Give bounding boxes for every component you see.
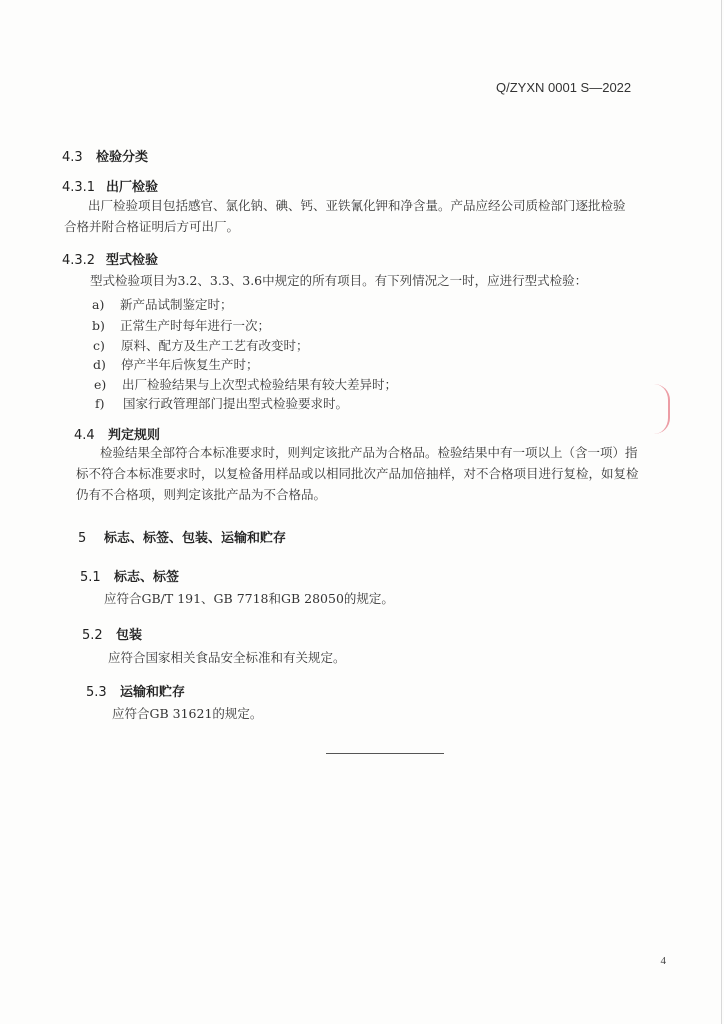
list-marker: a) <box>92 297 105 312</box>
paragraph-line: 型式检验项目为3.2、3.3、3.6中规定的所有项目。有下列情况之一时，应进行型式检验： <box>90 273 588 288</box>
list-marker: b) <box>92 318 105 333</box>
heading-title: 标志、标签 <box>114 570 180 585</box>
list-item <box>94 375 397 393</box>
list-text: 停产半年后恢复生产时； <box>121 357 259 372</box>
heading-number: 5 <box>78 531 87 546</box>
heading-title: 出厂检验 <box>106 180 159 195</box>
heading-5-2 <box>82 624 142 643</box>
heading-5 <box>78 527 286 546</box>
list-item <box>93 355 259 373</box>
document-code: Q/ZYXN 0001 S—2022 <box>496 80 632 95</box>
heading-5-1 <box>80 566 179 585</box>
heading-title: 包装 <box>116 628 143 643</box>
heading-number: 4.3.2 <box>62 253 96 268</box>
paragraph-line: 标不符合本标准要求时，以复检备用样品或以相同批次产品加倍抽样，对不合格项目进行复检，如复检 <box>76 466 639 481</box>
paragraph-line: 应符合国家相关食品安全标准和有关规定。 <box>108 650 346 665</box>
list-item <box>92 316 270 334</box>
list-text: 出厂检验结果与上次型式检验结果有较大差异时； <box>122 377 398 392</box>
heading-number: 5.2 <box>82 628 103 643</box>
heading-title: 运输和贮存 <box>120 685 186 700</box>
heading-title: 型式检验 <box>106 253 159 268</box>
paragraph-line: 应符合GB/T 191、GB 7718和GB 28050的规定。 <box>104 591 394 606</box>
list-marker: f) <box>95 396 105 411</box>
list-text: 新产品试制鉴定时； <box>120 297 233 312</box>
list-marker: d) <box>93 357 106 372</box>
paragraph-line: 检验结果全部符合本标准要求时，则判定该批产品为合格品。检验结果中有一项以上（含一项）指 <box>100 445 638 460</box>
heading-number: 4.3 <box>62 150 83 165</box>
list-item <box>93 336 309 354</box>
heading-5-3 <box>86 681 185 700</box>
heading-title: 判定规则 <box>108 428 161 443</box>
heading-4-4 <box>74 424 160 443</box>
heading-title: 标志、标签、包装、运输和贮存 <box>104 531 287 546</box>
heading-number: 5.3 <box>86 685 107 700</box>
seal-stamp-edge <box>654 384 670 434</box>
heading-4-3-2 <box>62 249 158 268</box>
end-of-standard-line <box>326 753 444 754</box>
paragraph-line: 仍有不合格项，则判定该批产品为不合格品。 <box>76 487 327 502</box>
scan-edge <box>721 0 722 1024</box>
list-text: 国家行政管理部门提出型式检验要求时。 <box>123 396 349 411</box>
heading-4-3 <box>62 146 148 165</box>
heading-title: 检验分类 <box>96 150 149 165</box>
paragraph-line: 出厂检验项目包括感官、氯化钠、碘、钙、亚铁氰化钾和净含量。产品应经公司质检部门逐批检验 <box>88 198 626 213</box>
list-text: 正常生产时每年进行一次； <box>120 318 271 333</box>
heading-number: 4.3.1 <box>62 180 96 195</box>
page-number: 4 <box>660 955 666 967</box>
list-marker: c) <box>93 338 105 353</box>
list-item <box>95 394 348 412</box>
paragraph-line: 合格并附合格证明后方可出厂。 <box>64 219 240 234</box>
heading-4-3-1 <box>62 176 158 195</box>
list-text: 原料、配方及生产工艺有改变时； <box>121 338 309 353</box>
paragraph-line: 应符合GB 31621的规定。 <box>112 706 263 721</box>
list-item <box>92 295 233 313</box>
heading-number: 5.1 <box>80 570 101 585</box>
heading-number: 4.4 <box>74 428 95 443</box>
list-marker: e) <box>94 377 107 392</box>
